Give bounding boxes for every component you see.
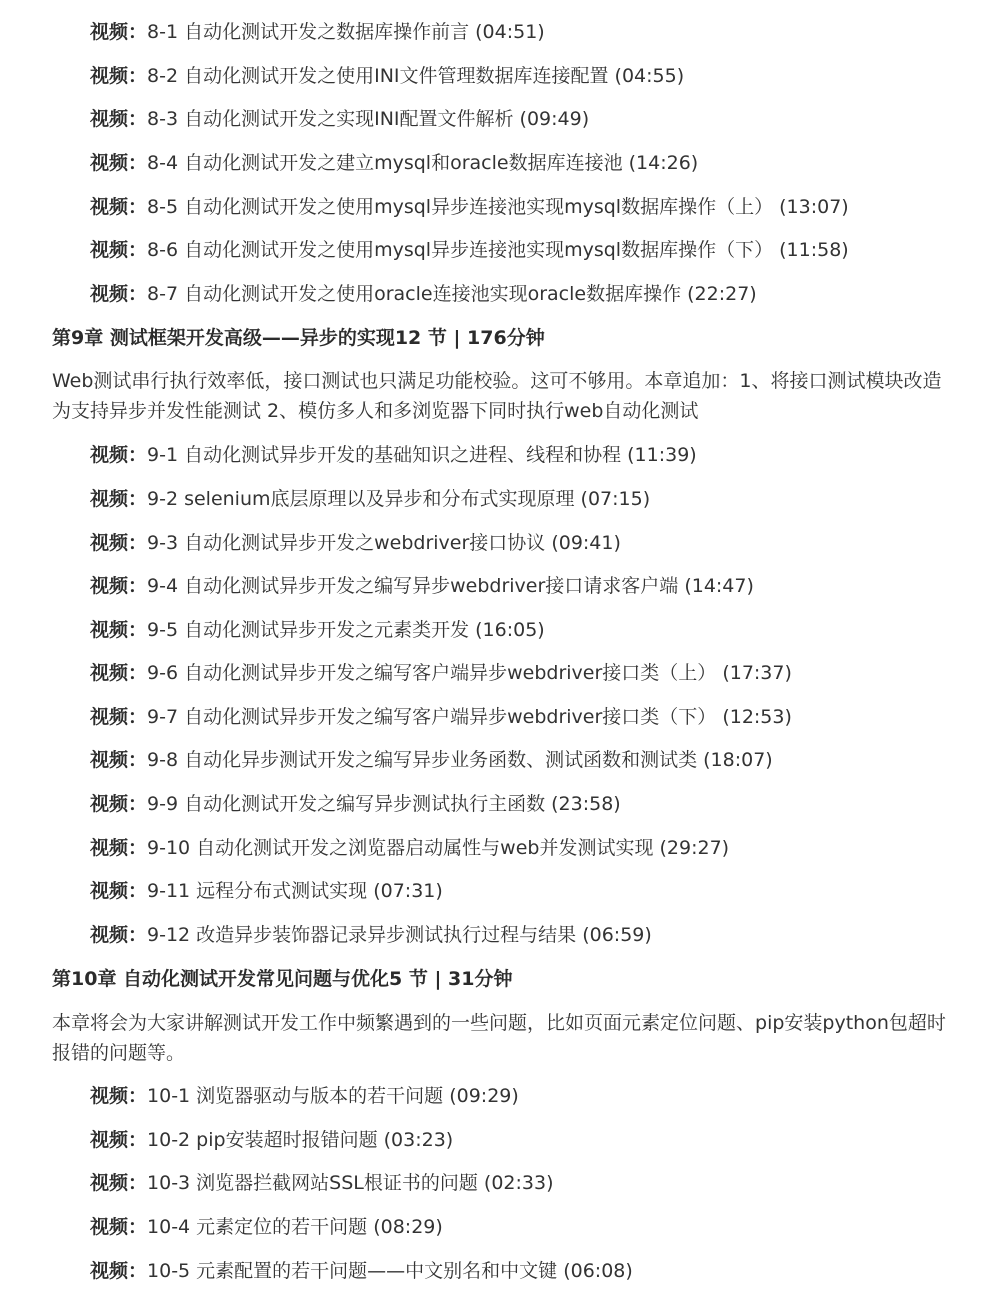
video-label: 视频：	[90, 749, 148, 771]
video-item[interactable]	[90, 659, 1000, 687]
video-label: 视频：	[90, 619, 148, 641]
video-label: 视频：	[90, 488, 148, 510]
video-item[interactable]	[90, 485, 1000, 513]
video-label: 视频：	[90, 837, 148, 859]
chapter-9-description-line-2: 为支持异步并发性能测试 2、模仿多人和多浏览器下同时执行web自动化测试	[52, 400, 699, 422]
video-title: 9-11 远程分布式测试实现 (07:31)	[147, 880, 443, 902]
video-item[interactable]	[90, 703, 1000, 731]
video-title: 9-12 改造异步装饰器记录异步测试执行过程与结果 (06:59)	[147, 924, 652, 946]
video-label: 视频：	[90, 1216, 148, 1238]
video-title: 9-2 selenium底层原理以及异步和分布式实现原理 (07:15)	[147, 488, 651, 510]
video-title: 10-3 浏览器拦截网站SSL根证书的问题 (02:33)	[147, 1172, 554, 1194]
video-title: 9-6 自动化测试异步开发之编写客户端异步webdriver接口类（上） (17:37)	[147, 662, 792, 684]
video-label: 视频：	[90, 880, 148, 902]
chapter-title-10: 第10章 自动化测试开发常见问题与优化5 节 | 31分钟	[52, 968, 513, 990]
video-label: 视频：	[90, 575, 148, 597]
video-title: 9-5 自动化测试异步开发之元素类开发 (16:05)	[147, 619, 545, 641]
video-label: 视频：	[90, 1172, 148, 1194]
video-title: 9-1 自动化测试异步开发的基础知识之进程、线程和协程 (11:39)	[147, 444, 697, 466]
video-item[interactable]	[90, 834, 1000, 862]
video-item[interactable]	[90, 105, 1000, 133]
video-label: 视频：	[90, 1085, 148, 1107]
video-item[interactable]	[90, 529, 1000, 557]
video-item[interactable]	[90, 1082, 1000, 1110]
video-item[interactable]	[90, 572, 1000, 600]
video-item[interactable]	[90, 1169, 1000, 1197]
video-item[interactable]	[90, 441, 1000, 469]
video-title: 8-2 自动化测试开发之使用INI文件管理数据库连接配置 (04:55)	[147, 65, 685, 87]
video-item[interactable]	[90, 149, 1000, 177]
video-title: 10-1 浏览器驱动与版本的若干问题 (09:29)	[147, 1085, 519, 1107]
video-item[interactable]	[90, 1213, 1000, 1241]
video-title: 10-4 元素定位的若干问题 (08:29)	[147, 1216, 443, 1238]
video-label: 视频：	[90, 65, 148, 87]
video-title: 10-5 元素配置的若干问题——中文别名和中文键 (06:08)	[147, 1260, 633, 1282]
video-label: 视频：	[90, 662, 148, 684]
video-item[interactable]	[90, 616, 1000, 644]
video-label: 视频：	[90, 152, 148, 174]
chapter-9-description-line-1: Web测试串行执行效率低，接口测试也只满足功能校验。这可不够用。本章追加：1、将接口测试模块改造	[52, 370, 942, 392]
chapter-10-description-line-2: 报错的问题等。	[52, 1042, 186, 1064]
video-title: 10-2 pip安装超时报错问题 (03:23)	[147, 1129, 454, 1151]
video-label: 视频：	[90, 924, 148, 946]
video-item[interactable]	[90, 746, 1000, 774]
video-item[interactable]	[90, 236, 1000, 264]
chapter-10-description-line-1: 本章将会为大家讲解测试开发工作中频繁遇到的一些问题，比如页面元素定位问题、pip安装python包超时	[52, 1012, 946, 1034]
video-title: 8-4 自动化测试开发之建立mysql和oracle数据库连接池 (14:26)	[147, 152, 699, 174]
video-label: 视频：	[90, 444, 148, 466]
video-label: 视频：	[90, 196, 148, 218]
video-label: 视频：	[90, 1129, 148, 1151]
video-title: 9-3 自动化测试异步开发之webdriver接口协议 (09:41)	[147, 532, 621, 554]
chapter-title-9: 第9章 测试框架开发高级——异步的实现12 节 | 176分钟	[52, 327, 545, 349]
video-title: 9-4 自动化测试异步开发之编写异步webdriver接口请求客户端 (14:47)	[147, 575, 754, 597]
video-item[interactable]	[90, 193, 1000, 221]
video-title: 8-6 自动化测试开发之使用mysql异步连接池实现mysql数据库操作（下） (11:58)	[147, 239, 849, 261]
video-label: 视频：	[90, 108, 148, 130]
video-label: 视频：	[90, 793, 148, 815]
video-title: 8-5 自动化测试开发之使用mysql异步连接池实现mysql数据库操作（上） (13:07)	[147, 196, 849, 218]
video-label: 视频：	[90, 21, 148, 43]
video-title: 8-1 自动化测试开发之数据库操作前言 (04:51)	[147, 21, 545, 43]
video-item[interactable]	[90, 790, 1000, 818]
video-label: 视频：	[90, 706, 148, 728]
video-item[interactable]	[90, 280, 1000, 308]
video-item[interactable]	[90, 18, 1000, 46]
video-item[interactable]	[90, 62, 1000, 90]
video-label: 视频：	[90, 1260, 148, 1282]
video-label: 视频：	[90, 283, 148, 305]
video-title: 9-7 自动化测试异步开发之编写客户端异步webdriver接口类（下） (12:53)	[147, 706, 792, 728]
video-item[interactable]	[90, 1257, 1000, 1285]
video-item[interactable]	[90, 1126, 1000, 1154]
video-title: 9-9 自动化测试开发之编写异步测试执行主函数 (23:58)	[147, 793, 621, 815]
video-title: 9-8 自动化异步测试开发之编写异步业务函数、测试函数和测试类 (18:07)	[147, 749, 773, 771]
video-title: 8-7 自动化测试开发之使用oracle连接池实现oracle数据库操作 (22:27)	[147, 283, 757, 305]
video-label: 视频：	[90, 532, 148, 554]
video-item[interactable]	[90, 877, 1000, 905]
video-label: 视频：	[90, 239, 148, 261]
video-title: 8-3 自动化测试开发之实现INI配置文件解析 (09:49)	[147, 108, 590, 130]
video-item[interactable]	[90, 921, 1000, 949]
video-title: 9-10 自动化测试开发之浏览器启动属性与web并发测试实现 (29:27)	[147, 837, 730, 859]
